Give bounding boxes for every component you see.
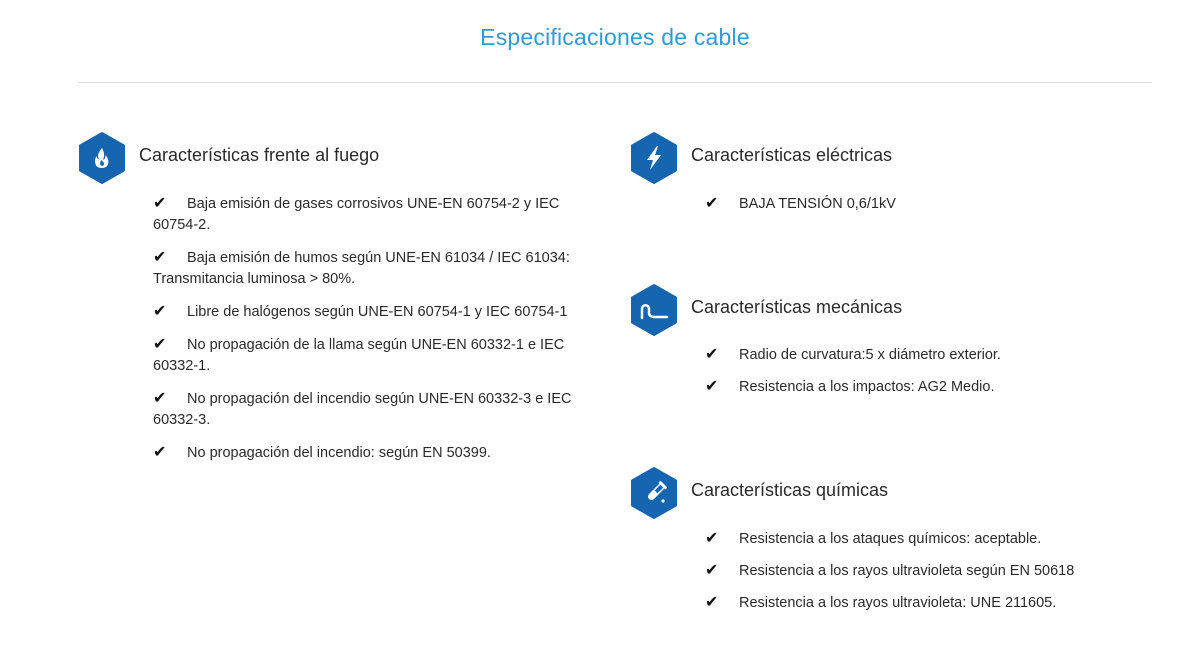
list-item bbox=[153, 193, 601, 236]
list-item-text: BAJA TENSIÓN 0,6/1kV bbox=[739, 196, 896, 212]
checkmark-icon: ✔ bbox=[705, 530, 719, 547]
list-item-text: No propagación del incendio: según EN 50399. bbox=[187, 445, 491, 461]
section-title: Características químicas bbox=[691, 480, 889, 500]
list-item bbox=[705, 376, 1155, 398]
list-item-text: Radio de curvatura:5 x diámetro exterior. bbox=[739, 347, 1001, 363]
section-header bbox=[78, 132, 618, 184]
list-item bbox=[153, 388, 601, 431]
list-item-text: Resistencia a los rayos ultravioleta según EN 50618 bbox=[739, 563, 1075, 579]
checkmark-icon: ✔ bbox=[705, 594, 719, 611]
checkmark-icon: ✔ bbox=[705, 562, 719, 579]
list-item bbox=[705, 344, 1155, 366]
list-item bbox=[153, 247, 601, 290]
section-title: Características eléctricas bbox=[691, 145, 893, 165]
checkmark-icon: ✔ bbox=[705, 195, 719, 212]
checkmark-icon: ✔ bbox=[705, 378, 719, 395]
spec-list bbox=[705, 344, 1155, 408]
section-fire bbox=[78, 132, 618, 461]
list-item bbox=[705, 193, 1155, 215]
spec-list bbox=[153, 193, 601, 475]
spec-list bbox=[705, 193, 1155, 215]
lightning-icon bbox=[630, 132, 678, 184]
section-title: Características frente al fuego bbox=[139, 145, 380, 165]
list-item bbox=[705, 560, 1175, 582]
list-item-text: Libre de halógenos según UNE-EN 60754-1 y IEC 60754-1 bbox=[187, 304, 568, 320]
checkmark-icon: ✔ bbox=[153, 444, 167, 461]
section-header bbox=[630, 467, 1170, 519]
checkmark-icon: ✔ bbox=[153, 195, 167, 212]
list-item-text: Resistencia a los impactos: AG2 Medio. bbox=[739, 379, 995, 395]
list-item bbox=[153, 442, 601, 464]
list-item-text: No propagación de la llama según UNE-EN 60332-1 e IEC 60332-1. bbox=[153, 337, 565, 374]
list-item-text: Baja emisión de gases corrosivos UNE-EN 60754-2 y IEC 60754-2. bbox=[153, 196, 560, 233]
checkmark-icon: ✔ bbox=[153, 390, 167, 407]
list-item-text: Baja emisión de humos según UNE-EN 61034 / IEC 61034: Transmitancia luminosa > 80%. bbox=[153, 250, 570, 287]
cable-curve-icon bbox=[630, 284, 678, 336]
checkmark-icon: ✔ bbox=[153, 303, 167, 320]
list-item bbox=[153, 301, 601, 323]
title-divider bbox=[78, 82, 1152, 83]
section-title: Características mecánicas bbox=[691, 297, 903, 317]
list-item-text: Resistencia a los ataques químicos: aceptable. bbox=[739, 531, 1042, 547]
test-tube-icon bbox=[630, 467, 678, 519]
section-header bbox=[630, 132, 1170, 184]
list-item-text: Resistencia a los rayos ultravioleta: UNE 211605. bbox=[739, 595, 1057, 611]
checkmark-icon: ✔ bbox=[153, 249, 167, 266]
list-item-text: No propagación del incendio según UNE-EN 60332-3 e IEC 60332-3. bbox=[153, 391, 572, 428]
section-mechanical bbox=[630, 284, 1170, 395]
section-electrical bbox=[630, 132, 1170, 212]
list-item bbox=[705, 528, 1175, 550]
flame-icon bbox=[78, 132, 126, 184]
page-title: Especificaciones de cable bbox=[480, 24, 750, 50]
list-item bbox=[153, 334, 601, 377]
spec-list bbox=[705, 528, 1175, 624]
section-chemical bbox=[630, 467, 1170, 611]
section-header bbox=[630, 284, 1170, 336]
list-item bbox=[705, 592, 1175, 614]
checkmark-icon: ✔ bbox=[153, 336, 167, 353]
checkmark-icon: ✔ bbox=[705, 346, 719, 363]
